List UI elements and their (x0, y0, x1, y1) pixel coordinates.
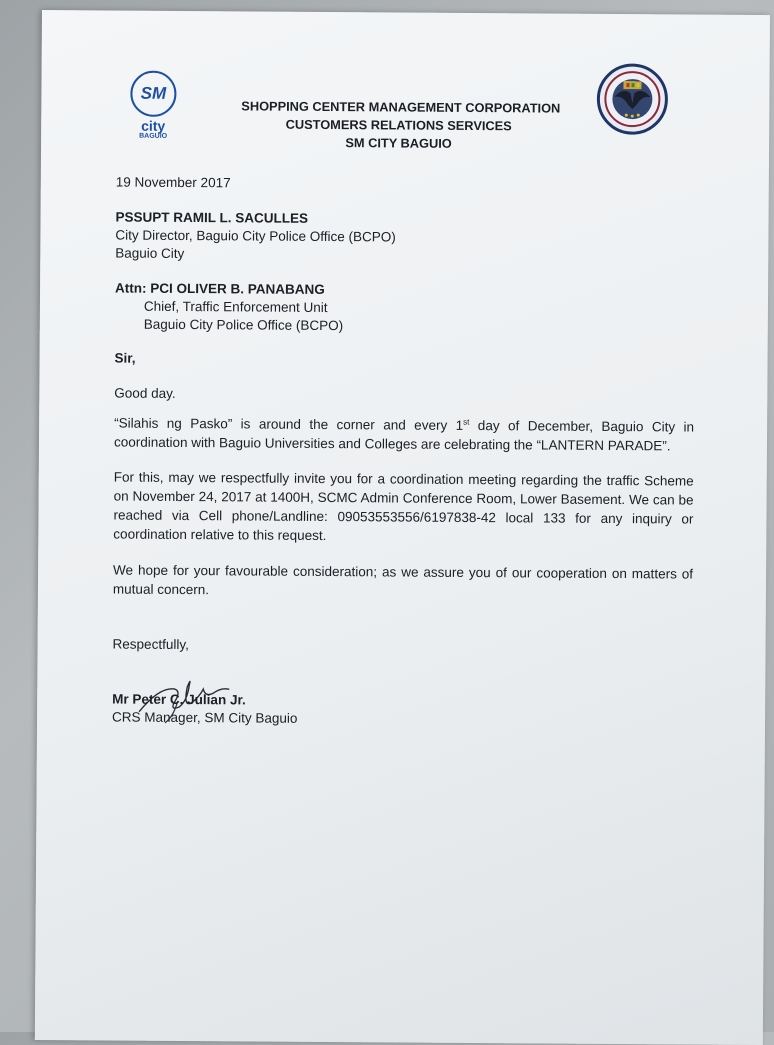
paragraph-1 (114, 414, 694, 456)
letter-page (35, 10, 770, 1045)
letterhead-company: SHOPPING CENTER MANAGEMENT CORPORATION (241, 98, 561, 116)
paragraph-1-superscript: st (463, 417, 470, 427)
letterhead-department: CUSTOMERS RELATIONS SERVICES (285, 116, 512, 134)
attention-office: Baguio City Police Office (BCPO) (143, 316, 344, 334)
sm-monogram: SM (130, 71, 176, 117)
paragraph-1-end: day of December, Baguio City in coordination with Baguio Universities and Colleges are celebrating the “LANTERN PARADE”. (113, 417, 695, 454)
police-seal-icon (596, 63, 669, 136)
recipient-city: Baguio City (115, 245, 185, 261)
closing: Respectfully, (112, 636, 189, 653)
logo-location-text: BAGUIO (139, 132, 168, 140)
salutation: Sir, (114, 350, 136, 366)
paragraph-1-start: “Silahis ng Pasko” is around the corner and every 1 (114, 415, 464, 433)
greeting: Good day. (114, 385, 176, 401)
attention-line: Attn: PCI OLIVER B. PANABANG (115, 280, 325, 297)
recipient-title: City Director, Baguio City Police Office (BCPO) (115, 227, 396, 245)
letterhead-branch: SM CITY BAGUIO (345, 135, 452, 151)
paragraph-3: We hope for your favourable consideration; as we assure you of our cooperation on matters of mutual concern. (112, 562, 694, 598)
paragraph-2: For this, may we respectfully invite you for a coordination meeting regarding the traffic Scheme on November 24, 2017 at 1400H, SCMC Admin Conference Room, Lower Basement. We can be reached via Cell phone/Landline: 09053553556/6197838-42 local 133 for any inquiry or coordination relative to this request. (113, 469, 694, 543)
letter-date: 19 November 2017 (115, 174, 231, 191)
attention-title: Chief, Traffic Enforcement Unit (143, 298, 328, 316)
signatory-name: Mr Peter C. Julian Jr. (112, 691, 246, 708)
signatory-position: CRS Manager, SM City Baguio (112, 709, 298, 726)
sm-city-baguio-logo (130, 71, 177, 151)
letterhead (241, 97, 561, 153)
recipient-name: PSSUPT RAMIL L. SACULLES (115, 209, 309, 226)
logo-city-text: city (141, 117, 166, 134)
